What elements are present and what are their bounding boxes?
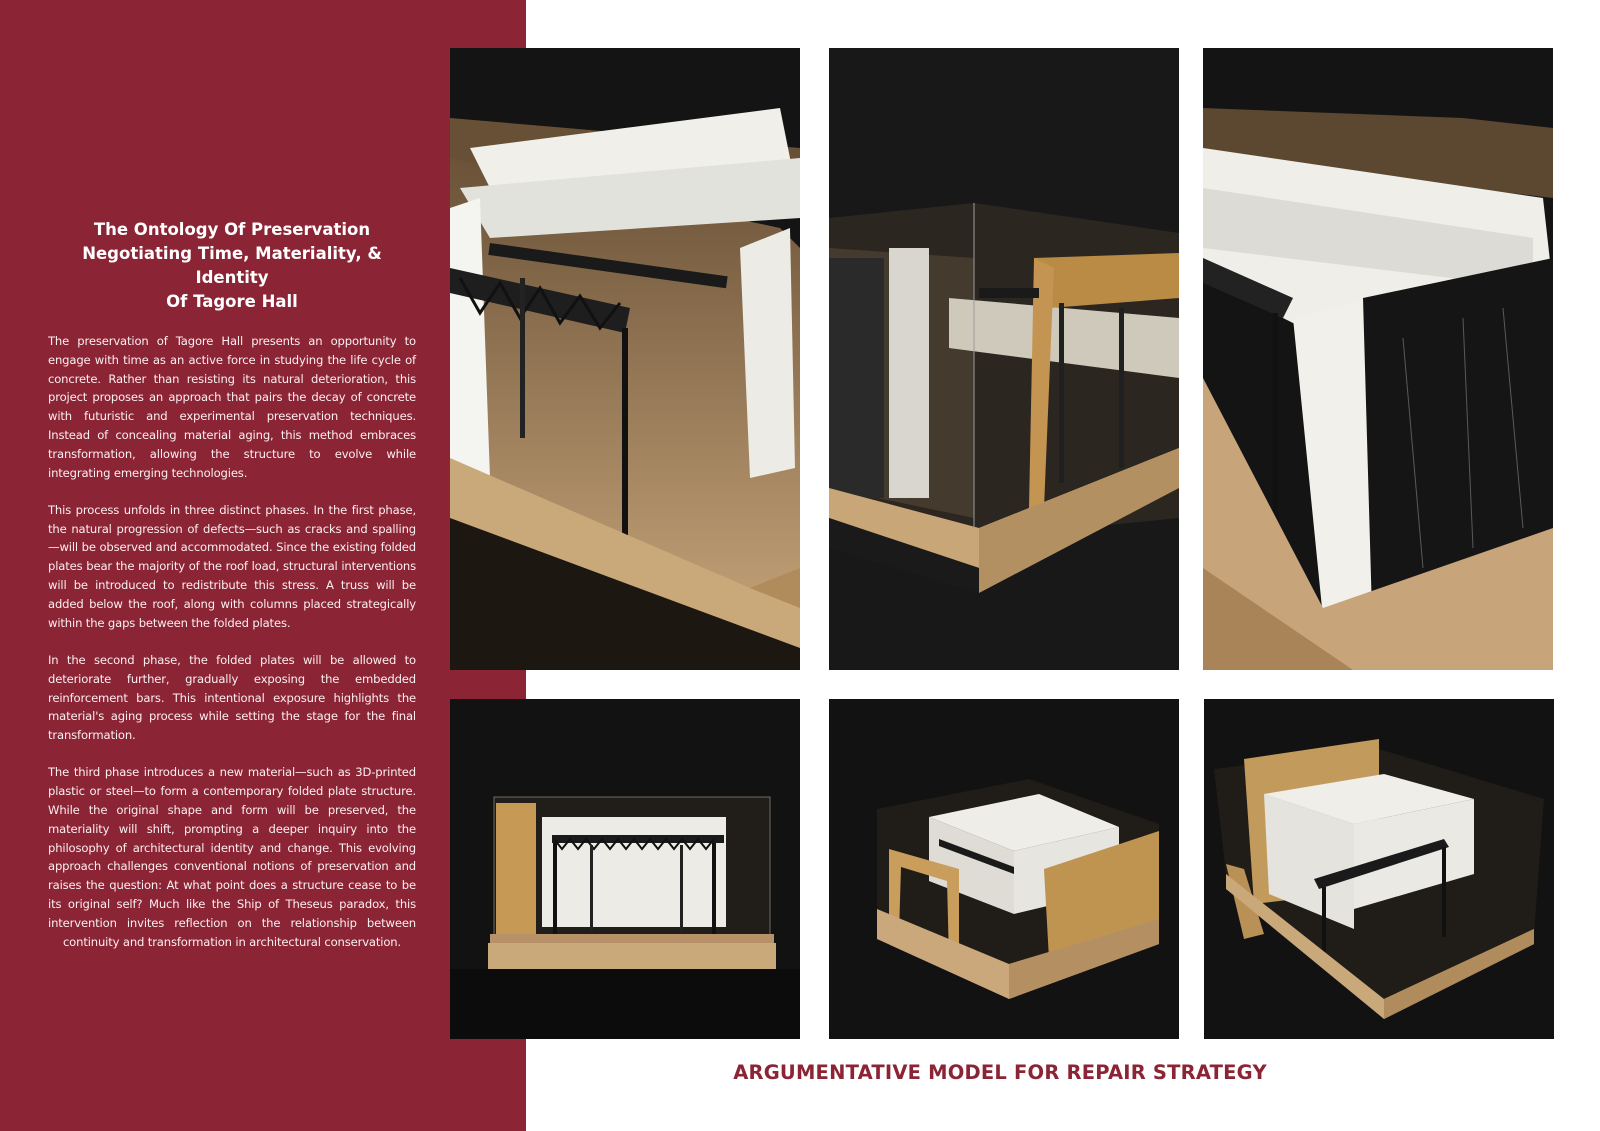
- side-panel: [0, 0, 526, 1131]
- board-caption: ARGUMENTATIVE MODEL FOR REPAIR STRATEGY: [733, 1061, 1267, 1084]
- description-block: [48, 218, 416, 970]
- paragraph-intro: The preservation of Tagore Hall presents an opportunity to engage with time as an active force in studying the life cycle of concrete. Rather than resisting its natural deterioration, this project proposes an approach that pairs the decay of concrete with futuristic and experimental preservation techniques. Instead of concealing material aging, this method embraces transformation, allowing the structure to evolve while integrating emerging technologies.: [48, 334, 416, 480]
- model-photo-aerial: [1204, 699, 1554, 1039]
- title-line-1: The Ontology Of Preservation: [93, 220, 371, 239]
- model-photo-perspective-timber: [829, 699, 1179, 1039]
- paragraph-phase-one: This process unfolds in three distinct phases. In the first phase, the natural progression of defects—such as cracks and spalling—will be observed and accommodated. Since the existing folded plates bear the majority of the roof load, structural interventions will be introduced to redistribute this stress. A truss will be added below the roof, along with columns placed strategically within the gaps between the folded plates.: [48, 502, 416, 630]
- model-photo-acrylic-corner: [829, 48, 1179, 670]
- document-title: [48, 218, 416, 314]
- title-line-2: Negotiating Time, Materiality, & Identity: [82, 244, 382, 287]
- paragraph-phase-two: In the second phase, the folded plates will be allowed to deteriorate further, gradually exposing the embedded reinforcement bars. This intentional exposure highlights the material's aging process while setting the stage for the final transformation.: [48, 652, 416, 743]
- model-photo-folded-plates: [1203, 48, 1553, 670]
- model-photo-truss-closeup: [450, 48, 800, 670]
- paragraph-phase-three: The third phase introduces a new material—such as 3D-printed plastic or steel—to form a contemporary folded plate structure. While the original shape and form will be preserved, the materiality will shift, prompting a deeper inquiry into the philosophy of architectural identity and change. This evolving approach challenges conventional notions of preservation and raises the question: At what point does a structure cease to be its original self? Much like the Ship of Theseus paradox, this intervention invites reflection on the relationship between continuity and transformation in architectural conservation.: [48, 765, 416, 949]
- title-line-3: Of Tagore Hall: [166, 292, 298, 311]
- model-photo-front-elevation: [450, 699, 800, 1039]
